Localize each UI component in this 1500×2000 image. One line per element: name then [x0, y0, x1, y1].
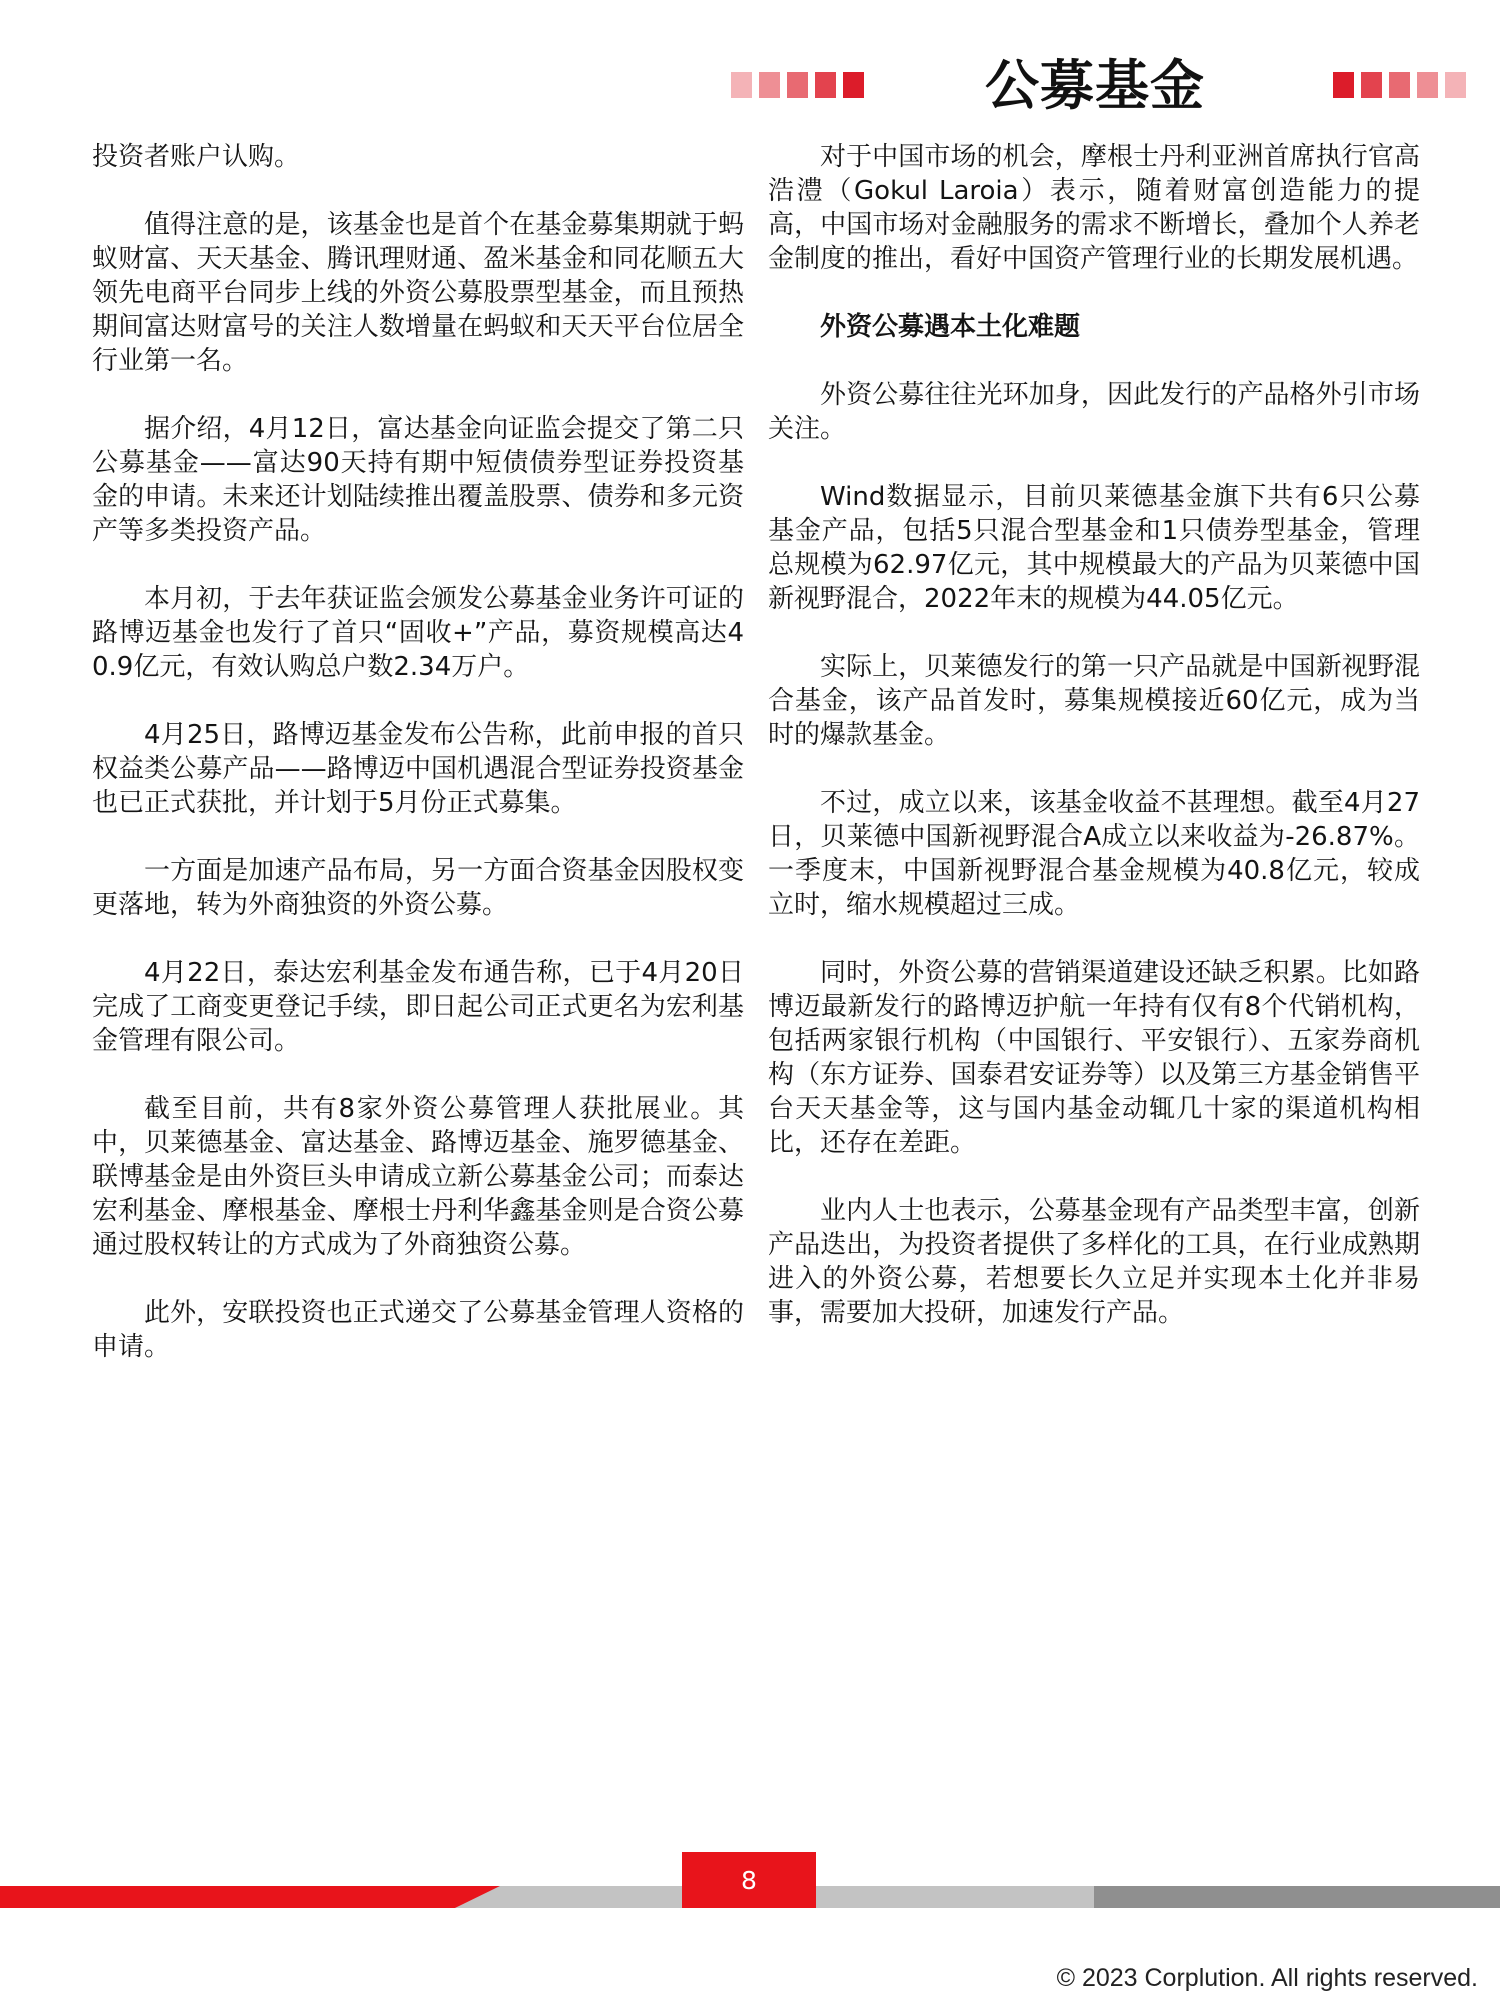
- header-decoration-left: [731, 72, 864, 98]
- article-paragraph: 同时，外资公募的营销渠道建设还缺乏积累。比如路博迈最新发行的路博迈护航一年持有仅有8个代销机构，包括两家银行机构（中国银行、平安银行）、五家券商机构（东方证券、国泰君安证券等）以及第三方基金销售平台天天基金等，这与国内基金动辄几十家的渠道机构相比，还存在差距。: [768, 958, 1420, 1158]
- page-number-label: 8: [741, 1865, 757, 1895]
- article-paragraph: 一方面是加速产品布局，另一方面合资基金因股权变更落地，转为外商独资的外资公募。: [92, 856, 744, 920]
- article-paragraph: 值得注意的是，该基金也是首个在基金募集期就于蚂蚁财富、天天基金、腾讯理财通、盈米基金和同花顺五大领先电商平台同步上线的外资公募股票型基金，而且预热期间富达财富号的关注人数增量在蚂蚁和天天平台位居全行业第一名。: [92, 210, 744, 376]
- article-paragraph: 业内人士也表示，公募基金现有产品类型丰富，创新产品迭出，为投资者提供了多样化的工具，在行业成熟期进入的外资公募，若想要长久立足并实现本土化并非易事，需要加大投研，加速发行产品。: [768, 1196, 1420, 1328]
- header-square: [1361, 72, 1382, 98]
- article-paragraph: 截至目前，共有8家外资公募管理人获批展业。其中，贝莱德基金、富达基金、路博迈基金、施罗德基金、联博基金是由外资巨头申请成立新公募基金公司；而泰达宏利基金、摩根基金、摩根士丹利华鑫基金则是合资公募通过股权转让的方式成为了外商独资公募。: [92, 1094, 744, 1260]
- article-column-left: [92, 140, 744, 1398]
- article-paragraph: 此外，安联投资也正式递交了公募基金管理人资格的申请。: [92, 1298, 744, 1362]
- article-paragraph: 对于中国市场的机会，摩根士丹利亚洲首席执行官高浩澧（Gokul Laroia）表示，随着财富创造能力的提高，中国市场对金融服务的需求不断增长，叠加个人养老金制度的推出，看好中国资产管理行业的长期发展机遇。: [768, 142, 1420, 274]
- header-square: [1333, 72, 1354, 98]
- footer-bar-red: [0, 1886, 500, 1908]
- article-paragraph: Wind数据显示，目前贝莱德基金旗下共有6只公募基金产品，包括5只混合型基金和1只债券型基金，管理总规模为62.97亿元，其中规模最大的产品为贝莱德中国新视野混合，2022年末的规模为44.05亿元。: [768, 482, 1420, 614]
- header-square: [759, 72, 780, 98]
- header-square: [1389, 72, 1410, 98]
- copyright-notice: © 2023 Corplution. All rights reserved.: [1056, 1964, 1478, 1992]
- page-number: [682, 1852, 816, 1908]
- header-square: [1445, 72, 1466, 98]
- section-heading: 外资公募遇本土化难题: [820, 312, 1081, 342]
- article-paragraph: 外资公募往往光环加身，因此发行的产品格外引市场关注。: [768, 380, 1420, 444]
- article-paragraph: 本月初，于去年获证监会颁发公募基金业务许可证的路博迈基金也发行了首只“固收+”产品，募资规模高达40.9亿元，有效认购总户数2.34万户。: [92, 584, 744, 682]
- header-square: [815, 72, 836, 98]
- article-paragraph: 投资者账户认购。: [92, 142, 301, 172]
- article-paragraph: 实际上，贝莱德发行的第一只产品就是中国新视野混合基金，该产品首发时，募集规模接近60亿元，成为当时的爆款基金。: [768, 652, 1420, 750]
- header-square: [787, 72, 808, 98]
- article-column-right: [768, 140, 1420, 1364]
- footer-bar-dark: [1094, 1886, 1500, 1908]
- article-paragraph: 据介绍，4月12日，富达基金向证监会提交了第二只公募基金——富达90天持有期中短债债券型证券投资基金的申请。未来还计划陆续推出覆盖股票、债券和多元资产等多类投资产品。: [92, 414, 744, 546]
- article-paragraph: 4月25日，路博迈基金发布公告称，此前申报的首只权益类公募产品——路博迈中国机遇混合型证券投资基金也已正式获批，并计划于5月份正式募集。: [92, 720, 744, 818]
- article-paragraph: 不过，成立以来，该基金收益不甚理想。截至4月27日，贝莱德中国新视野混合A成立以来收益为-26.87%。一季度末，中国新视野混合基金规模为40.8亿元，较成立时，缩水规模超过三成。: [768, 788, 1420, 920]
- header-square: [1417, 72, 1438, 98]
- page-section-title: 公募基金: [985, 54, 1205, 117]
- header-square: [731, 72, 752, 98]
- article-paragraph: 4月22日，泰达宏利基金发布通告称，已于4月20日完成了工商变更登记手续，即日起公司正式更名为宏利基金管理有限公司。: [92, 958, 744, 1056]
- header-square: [843, 72, 864, 98]
- header-decoration-right: [1333, 72, 1466, 98]
